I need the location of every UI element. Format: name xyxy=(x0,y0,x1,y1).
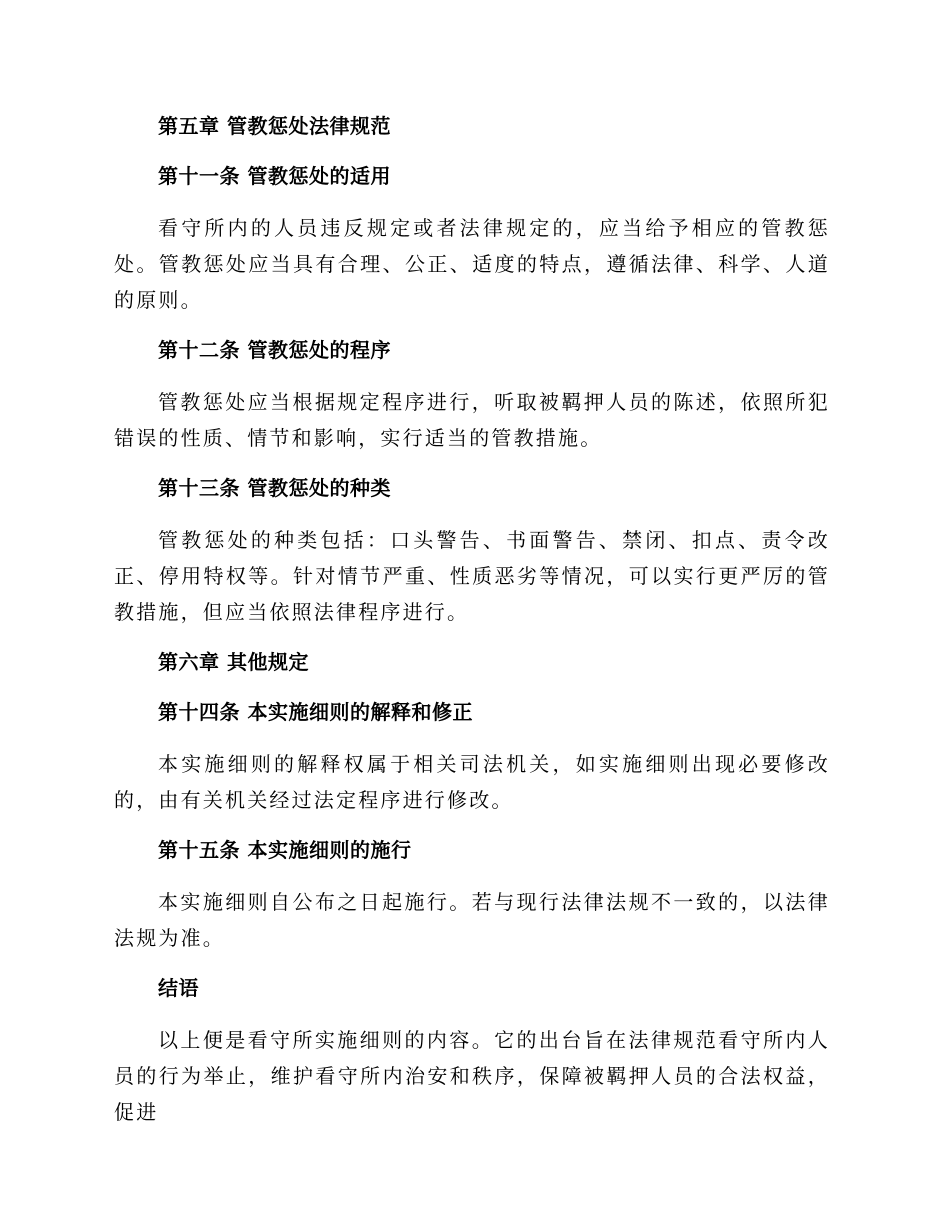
article-11-paragraph: 看守所内的人员违反规定或者法律规定的，应当给予相应的管教惩处。管教惩处应当具有合理、公正、适度的特点，遵循法律、科学、人道的原则。 xyxy=(114,216,830,312)
conclusion-heading: 结语 xyxy=(158,976,199,1000)
chapter-6-heading: 第六章 其他规定 xyxy=(158,650,309,674)
article-14-paragraph: 本实施细则的解释权属于相关司法机关，如实施细则出现必要修改的，由有关机关经过法定程序进行修改。 xyxy=(114,752,830,812)
article-14-heading: 第十四条 本实施细则的解释和修正 xyxy=(158,700,473,724)
article-13-paragraph: 管教惩处的种类包括：口头警告、书面警告、禁闭、扣点、责令改正、停用特权等。针对情节严重、性质恶劣等情况，可以实行更严厉的管教措施，但应当依照法律程序进行。 xyxy=(114,528,830,624)
article-11-heading: 第十一条 管教惩处的适用 xyxy=(158,164,391,188)
article-12-paragraph: 管教惩处应当根据规定程序进行，听取被羁押人员的陈述，依照所犯错误的性质、情节和影响，实行适当的管教措施。 xyxy=(114,390,830,450)
article-13-heading: 第十三条 管教惩处的种类 xyxy=(158,476,391,500)
article-15-heading: 第十五条 本实施细则的施行 xyxy=(158,838,412,862)
article-12-heading: 第十二条 管教惩处的程序 xyxy=(158,338,391,362)
chapter-5-heading: 第五章 管教惩处法律规范 xyxy=(158,114,391,138)
article-15-paragraph: 本实施细则自公布之日起施行。若与现行法律法规不一致的，以法律法规为准。 xyxy=(114,890,830,950)
conclusion-paragraph: 以上便是看守所实施细则的内容。它的出台旨在法律规范看守所内人员的行为举止，维护看守所内治安和秩序，保障被羁押人员的合法权益，促进 xyxy=(114,1028,830,1124)
